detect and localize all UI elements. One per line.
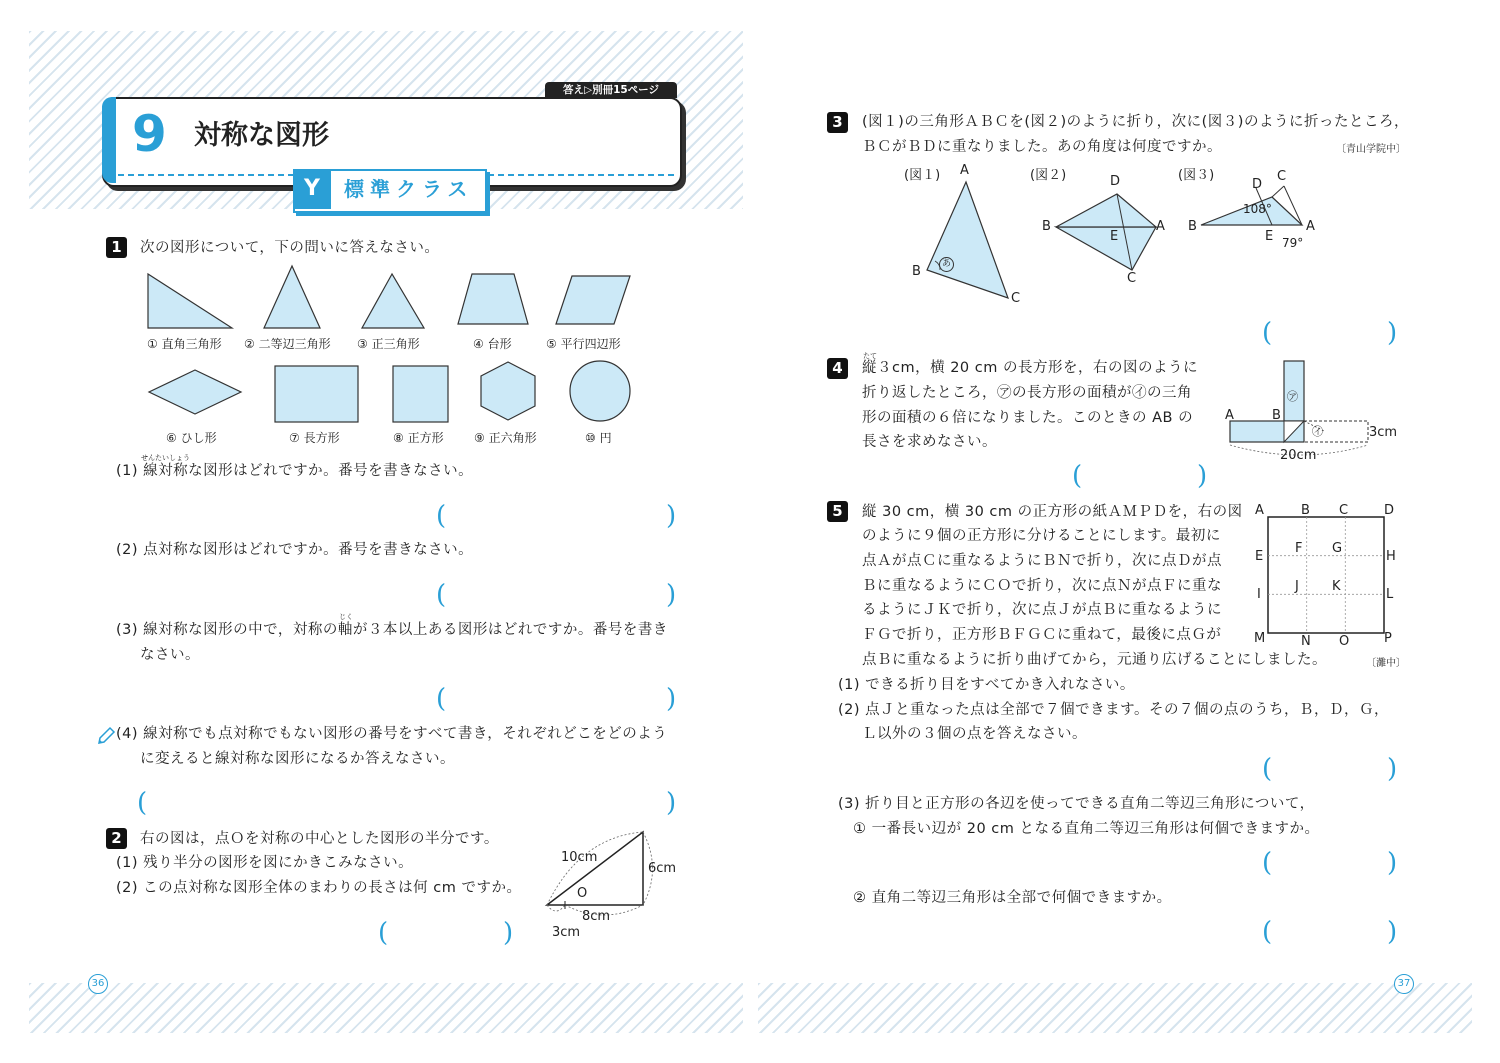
answer-box-q5-3-1-close[interactable]: ) (1387, 848, 1398, 878)
answer-box-q1-1-open[interactable]: ( (436, 501, 447, 531)
chapter-accent-bar (102, 97, 116, 183)
q5-grid-p: P (1384, 631, 1392, 646)
shape-caption-10: ⑩ 円 (585, 431, 612, 445)
chapter-title: 対称な図形 (194, 120, 329, 151)
q5-sub3: (3) 折り目と正方形の各辺を使ってできる直角二等辺三角形について， (838, 796, 1315, 812)
circle-shape (570, 361, 630, 421)
q2-sub1: (1) 残り半分の図形を図にかきこみなさい。 (116, 855, 414, 871)
q5-line7: 点Ｂに重なるように折り曲げてから，元通り広げることにしました。 (862, 652, 1327, 668)
hexagon-shape (481, 362, 535, 420)
shape-caption-3: ③ 正三角形 (357, 337, 420, 351)
q5-grid-j: J (1295, 579, 1299, 594)
q5-sub2-line1: (2) 点Ｊと重なった点は全部で７個できます。その７個の点のうち，Ｂ，Ｄ，Ｇ， (838, 702, 1389, 718)
q4-line1: 縦３cm，横 20 cm の長方形を，右の図のように (862, 360, 1198, 376)
rectangle-shape (275, 366, 358, 422)
shape-caption-8: ⑧ 正方形 (393, 431, 444, 445)
q5-line6: ＦＧで折り，正方形ＢＦＧＣに重ねて，最後に点Ｇが (862, 627, 1222, 643)
q4-label-3cm: 3cm (1369, 425, 1398, 440)
rhombus-shape (149, 370, 241, 414)
q3-badge: 3 (827, 112, 848, 133)
answer-box-q5-2-open[interactable]: ( (1262, 754, 1273, 784)
q5-grid-g: G (1332, 541, 1343, 556)
q3-fig3-b: B (1188, 219, 1197, 234)
q5-line5: るようにＪＫで折り，次に点Ｊが点Ｂに重なるように (862, 602, 1222, 618)
answer-box-q3-open[interactable]: ( (1262, 318, 1273, 348)
q1-badge: 1 (106, 237, 127, 258)
footer-stripe-right (758, 983, 1472, 1033)
fig2-triangle-back (1056, 227, 1156, 270)
page-number-left: 36 (88, 974, 108, 994)
answer-box-q3-close[interactable]: ) (1387, 318, 1398, 348)
q3-fig3-e: E (1265, 229, 1274, 244)
q4-label-20cm: 20cm (1280, 448, 1317, 463)
q4-line3: 形の面積の６倍になりました。このときの AB の (862, 410, 1194, 426)
answer-box-q1-2-close[interactable]: ) (666, 580, 677, 610)
q5-grid-i: I (1257, 587, 1261, 602)
answer-box-q1-1-close[interactable]: ) (666, 501, 677, 531)
footer-stripe-left (29, 983, 743, 1033)
q3-line2: ＢＣがＢＤに重なりました。あの角度は何度ですか。 (862, 139, 1222, 155)
q5-line4: Ｂに重なるようにＣＯで折り，次に点Ｎが点Ｆに重な (862, 578, 1222, 594)
pencil-icon (96, 726, 116, 746)
chapter-number: 9 (132, 105, 167, 163)
q2-label-8cm: 8cm (582, 909, 611, 924)
q2-badge: 2 (106, 828, 127, 849)
q2-label-3cm: 3cm (552, 925, 581, 940)
shape-caption-9: ⑨ 正六角形 (474, 431, 537, 445)
page-number-right: 37 (1394, 974, 1414, 994)
q5-grid-m: M (1254, 631, 1266, 646)
answer-box-q1-3-open[interactable]: ( (436, 684, 447, 714)
class-label: 標準クラス (344, 177, 474, 201)
fig2-triangle-front (1056, 194, 1156, 227)
q5-grid-o: O (1339, 634, 1350, 649)
answer-box-q2-open[interactable]: ( (378, 918, 389, 948)
q3-line1: (図１)の三角形ＡＢＣを(図２)のように折り，次に(図３)のように折ったところ， (862, 114, 1409, 130)
q5-sub1: (1) できる折り目をすべてかき入れなさい。 (838, 677, 1135, 693)
q3-fig2-a: A (1156, 219, 1165, 234)
shape-caption-7: ⑦ 長方形 (289, 431, 340, 445)
shape-caption-2: ② 二等辺三角形 (244, 337, 331, 351)
q4-line4: 長さを求めなさい。 (862, 434, 997, 450)
answer-box-q4-open[interactable]: ( (1072, 461, 1083, 491)
sprout-icon: Y (293, 169, 331, 209)
q3-angle-108: 108° (1243, 202, 1272, 216)
answer-box-q1-4-open[interactable]: ( (137, 788, 148, 818)
q5-grid-f: F (1295, 541, 1303, 556)
q2-label-o: O (577, 886, 588, 901)
answer-tag: 答え▷別冊15ページ (545, 82, 677, 98)
q5-grid-n: N (1301, 634, 1311, 649)
square-shape (393, 366, 448, 422)
q5-grid-figure (1267, 516, 1385, 634)
q3-fig2-c: C (1127, 271, 1137, 286)
q5-line3: 点Ａが点Ｃに重なるようにＢＮで折り，次に点Ｄが点 (862, 553, 1222, 569)
answer-box-q5-2-close[interactable]: ) (1387, 754, 1398, 784)
q1-sub3-line2: なさい。 (140, 647, 200, 663)
q5-grid-c: C (1339, 503, 1349, 518)
q3-fig2-e: E (1110, 229, 1119, 244)
answer-box-q1-4-close[interactable]: ) (666, 788, 677, 818)
q3-fig1-caption: (図１) (904, 168, 941, 183)
trapezoid-shape (458, 274, 528, 324)
answer-box-q5-3-1-open[interactable]: ( (1262, 848, 1273, 878)
q4-label-p1: ㋐ (1287, 390, 1298, 403)
q1-sub4-line1: (4) 線対称でも点対称でもない図形の番号をすべて書き，それぞれどこをどのよう (116, 726, 668, 742)
q5-grid-e: E (1255, 549, 1264, 564)
ruby-tate: たて (863, 352, 877, 360)
q4-label-p2: ㋑ (1312, 425, 1323, 438)
answer-box-q1-2-open[interactable]: ( (436, 580, 447, 610)
q3-fig3-a: A (1306, 219, 1315, 234)
q3-angle-79: 79° (1282, 236, 1304, 250)
ruby-sentaishou: せんたいしょう (141, 454, 190, 462)
q3-fig3-c: C (1277, 169, 1287, 184)
answer-box-q2-close[interactable]: ) (503, 918, 514, 948)
q2-label-10cm: 10cm (561, 850, 598, 865)
q1-sub3-line1: (3) 線対称な図形の中で，対称の軸が３本以上ある図形はどれですか。番号を書き (116, 622, 668, 638)
q3-source: 〔青山学院中〕 (1336, 144, 1406, 155)
q3-fig2-caption: (図２) (1030, 168, 1067, 183)
q1-sub4-line2: に変えると線対称な図形になるか答えなさい。 (140, 751, 455, 767)
q4-badge: 4 (827, 358, 848, 379)
q5-grid-a: A (1255, 503, 1264, 518)
q3-angle-mark: あ (939, 257, 954, 272)
answer-box-q1-3-close[interactable]: ) (666, 684, 677, 714)
q5-line2: のように９個の正方形に分けることにします。最初に (862, 528, 1221, 544)
shape-caption-5: ⑤ 平行四辺形 (546, 337, 621, 351)
shape-caption-6: ⑥ ひし形 (166, 431, 217, 445)
q4-label-a: A (1225, 408, 1234, 423)
q5-sub3-1: ① 一番長い辺が 20 cm となる直角二等辺三角形は何個できますか。 (853, 821, 1320, 837)
isosceles-triangle-shape (264, 266, 320, 328)
equilateral-triangle-shape (362, 274, 424, 328)
q3-fig1-a: A (960, 163, 969, 178)
q5-grid-h: H (1386, 549, 1396, 564)
shape-caption-1: ① 直角三角形 (147, 337, 222, 351)
q5-grid-d: D (1384, 503, 1395, 518)
q3-fig2-d: D (1110, 174, 1121, 189)
q5-grid-k: K (1332, 579, 1341, 594)
q5-badge: 5 (827, 501, 848, 522)
q1-sub1: (1) 線対称な図形はどれですか。番号を書きなさい。 (116, 463, 474, 479)
q3-fold-figures (900, 170, 1320, 320)
q3-fig1-b: B (912, 264, 921, 279)
q5-grid-b: B (1301, 503, 1310, 518)
right-triangle-shape (148, 274, 232, 328)
q4-line2: 折り返したところ，㋐の長方形の面積が㋑の三角 (862, 385, 1192, 401)
answer-box-q4-close[interactable]: ) (1197, 461, 1208, 491)
q2-label-6cm: 6cm (648, 861, 677, 876)
q3-fig3-d: D (1252, 177, 1263, 192)
q5-sub3-2: ② 直角二等辺三角形は全部で何個できますか。 (853, 890, 1172, 906)
q5-grid-l: L (1386, 587, 1394, 602)
q3-fig1-c: C (1011, 291, 1021, 306)
q3-fig3-caption: (図３) (1178, 168, 1215, 183)
shape-caption-4: ④ 台形 (473, 337, 512, 351)
q5-sub2-line2: Ｌ以外の３個の点を答えなさい。 (862, 726, 1087, 742)
q1-sub2: (2) 点対称な図形はどれですか。番号を書きなさい。 (116, 542, 474, 558)
q4-label-b: B (1272, 408, 1281, 423)
ruby-jiku: じく (339, 613, 353, 621)
answer-box-q5-3-2-close[interactable]: ) (1387, 917, 1398, 947)
q2-prompt: 右の図は，点Ｏを対称の中心とした図形の半分です。 (140, 831, 499, 847)
q5-line1: 縦 30 cm，横 30 cm の正方形の紙ＡＭＰＤを，右の図 (862, 504, 1243, 520)
q5-source: 〔灘中〕 (1366, 658, 1406, 669)
fig1-triangle (927, 182, 1008, 298)
parallelogram-shape (556, 276, 630, 324)
q2-sub2: (2) この点対称な図形全体のまわりの長さは何 cm ですか。 (116, 880, 522, 896)
q3-fig2-b: B (1042, 219, 1051, 234)
answer-box-q5-3-2-open[interactable]: ( (1262, 917, 1273, 947)
q1-prompt: 次の図形について，下の問いに答えなさい。 (140, 240, 440, 256)
